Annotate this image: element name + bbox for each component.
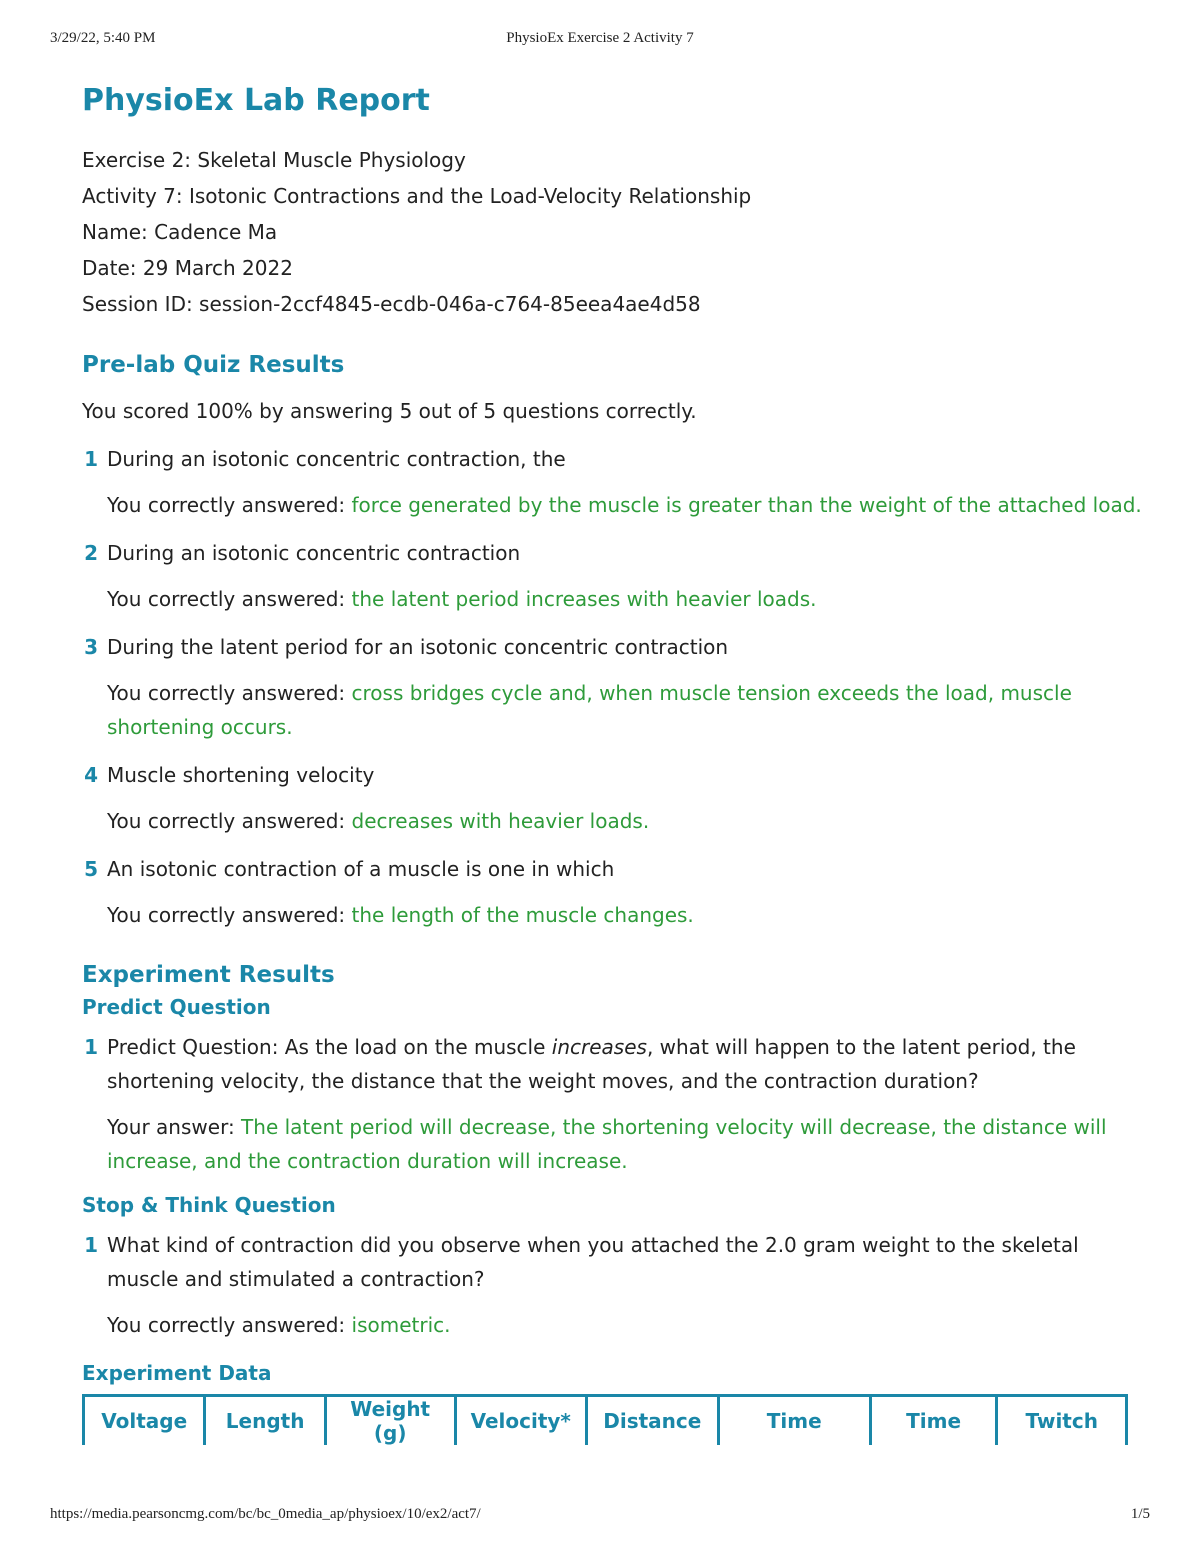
question-number: 1 xyxy=(84,1233,98,1257)
print-url: https://media.pearsoncmg.com/bc/bc_0media_ap/physioex/10/ex2/act7/ xyxy=(50,1506,481,1522)
answer-text: force generated by the muscle is greater than the weight of the attached load. xyxy=(351,493,1142,517)
column-header: Velocity* xyxy=(455,1396,586,1446)
prelab-score: You scored 100% by answering 5 out of 5 questions correctly. xyxy=(82,399,697,423)
experiment-data-table xyxy=(82,1394,1128,1445)
question-number: 4 xyxy=(84,763,98,787)
predict-heading: Predict Question xyxy=(82,995,271,1019)
experiment-heading: Experiment Results xyxy=(82,962,335,988)
meta-name: Name: Cadence Ma xyxy=(82,220,278,244)
quiz-question xyxy=(82,536,1142,616)
answer-text: The latent period will decrease, the shortening velocity will decrease, the distance will increase, and the contraction duration will increase. xyxy=(107,1115,1107,1173)
column-header: Twitch xyxy=(997,1396,1127,1446)
question-text: During an isotonic concentric contraction, the xyxy=(107,447,566,471)
question-text: An isotonic contraction of a muscle is one in which xyxy=(107,857,615,881)
question-text: What kind of contraction did you observe when you attached the 2.0 gram weight to the skeletal muscle and stimulated a contraction? xyxy=(107,1233,1079,1291)
answer-prefix: You correctly answered: xyxy=(107,903,352,927)
quiz-question xyxy=(82,758,1142,838)
answer-prefix: You correctly answered: xyxy=(107,809,352,833)
question-number: 1 xyxy=(84,447,98,471)
quiz-question xyxy=(82,630,1142,744)
question-answer xyxy=(107,488,1142,522)
experiment-data-heading: Experiment Data xyxy=(82,1361,272,1385)
question-number: 2 xyxy=(84,541,98,565)
answer-text: the latent period increases with heavier loads. xyxy=(351,587,817,611)
meta-session-id: Session ID: session-2ccf4845-ecdb-046a-c764-85eea4ae4d58 xyxy=(82,292,701,316)
meta-exercise: Exercise 2: Skeletal Muscle Physiology xyxy=(82,148,466,172)
meta-date: Date: 29 March 2022 xyxy=(82,256,293,280)
answer-text: isometric. xyxy=(351,1313,451,1337)
report-meta xyxy=(82,142,1142,322)
predict-question xyxy=(82,1030,1142,1178)
meta-activity: Activity 7: Isotonic Contractions and the Load-Velocity Relationship xyxy=(82,184,752,208)
prelab-heading: Pre-lab Quiz Results xyxy=(82,352,345,378)
predict-answer xyxy=(107,1110,1142,1178)
print-doc-title: PhysioEx Exercise 2 Activity 7 xyxy=(506,30,694,46)
page-title: PhysioEx Lab Report xyxy=(82,83,430,118)
answer-prefix: You correctly answered: xyxy=(107,493,352,517)
answer-prefix: You correctly answered: xyxy=(107,587,352,611)
answer-text: the length of the muscle changes. xyxy=(351,903,694,927)
question-text-emphasis: increases xyxy=(551,1035,647,1059)
question-number: 3 xyxy=(84,635,98,659)
column-header: Distance xyxy=(586,1396,718,1446)
print-header xyxy=(50,30,1150,50)
column-header: Weight (g) xyxy=(325,1396,455,1446)
answer-text: cross bridges cycle and, when muscle tension exceeds the load, muscle shortening occurs. xyxy=(107,681,1072,739)
stop-think-heading: Stop & Think Question xyxy=(82,1193,336,1217)
question-text xyxy=(107,1030,1142,1098)
question-number: 1 xyxy=(84,1035,98,1059)
stop-think-question xyxy=(82,1228,1142,1342)
question-text-after: , what will happen to the latent period, the shortening velocity, the distance that the weight moves, and the contraction duration? xyxy=(107,1035,1076,1093)
answer-prefix: Your answer: xyxy=(107,1115,242,1139)
column-header: Voltage xyxy=(84,1396,205,1446)
quiz-question xyxy=(82,852,1142,932)
question-text: During an isotonic concentric contraction xyxy=(107,541,521,565)
column-header: Time xyxy=(718,1396,870,1446)
print-footer xyxy=(50,1506,1150,1526)
column-header: Length xyxy=(205,1396,325,1446)
print-page-number: 1/5 xyxy=(1130,1506,1150,1522)
column-header: Time xyxy=(870,1396,997,1446)
answer-prefix: You correctly answered: xyxy=(107,681,352,705)
question-answer xyxy=(107,676,1142,744)
question-text: Muscle shortening velocity xyxy=(107,763,375,787)
stop-think-answer xyxy=(107,1308,1142,1342)
answer-text: decreases with heavier loads. xyxy=(351,809,650,833)
question-answer xyxy=(107,582,1142,616)
report-content xyxy=(82,80,1142,1445)
table-header-row xyxy=(84,1396,1127,1446)
question-number: 5 xyxy=(84,857,98,881)
question-answer xyxy=(107,804,1142,838)
answer-prefix: You correctly answered: xyxy=(107,1313,352,1337)
question-answer xyxy=(107,898,1142,932)
print-datetime: 3/29/22, 5:40 PM xyxy=(50,30,156,46)
question-text: During the latent period for an isotonic concentric contraction xyxy=(107,635,729,659)
quiz-question xyxy=(82,442,1142,522)
question-text-before: Predict Question: As the load on the muscle xyxy=(107,1035,552,1059)
